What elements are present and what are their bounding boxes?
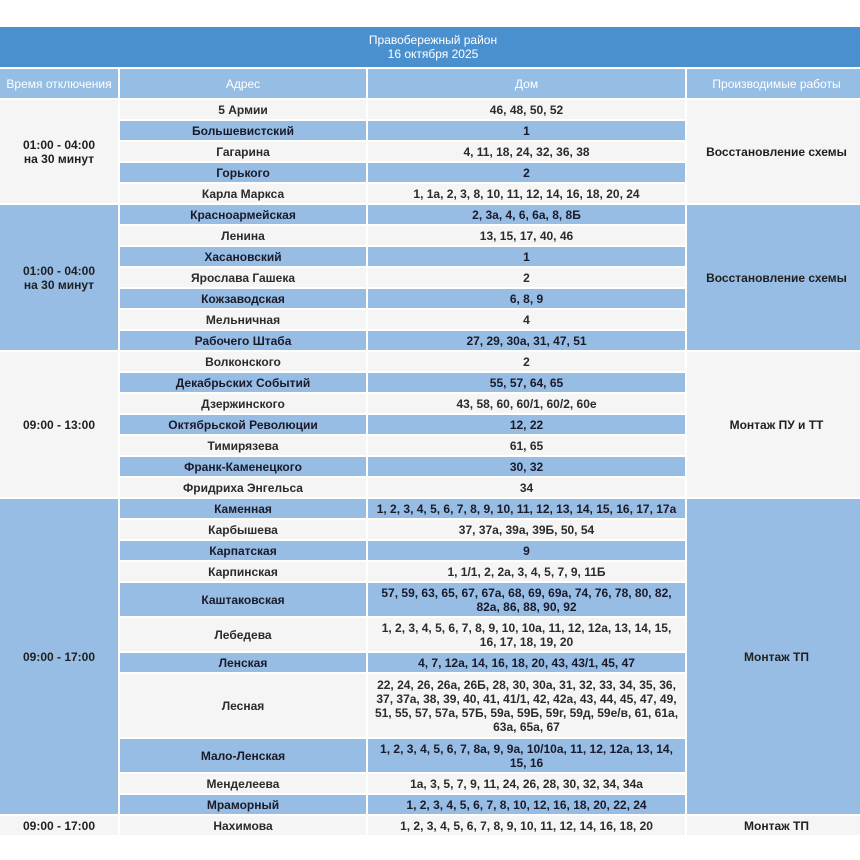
street-cell: Каштаковская (120, 583, 366, 618)
street-cell: Лесная (120, 674, 366, 739)
houses-cell: 1, 2, 3, 4, 5, 6, 7, 8, 10, 12, 16, 18, 20, 22, 24 (368, 795, 685, 816)
houses-cell: 57, 59, 63, 65, 67, 67а, 68, 69, 69а, 74, 76, 78, 80, 82, 82а, 86, 88, 90, 92 (368, 583, 685, 618)
table-row (0, 816, 860, 837)
houses-cell: 22, 24, 26, 26а, 26Б, 28, 30, 30а, 31, 32, 33, 34, 35, 36, 37, 37а, 38, 39, 40, 41, 41/1, 42, 42а, 43, 44, 45, 47, 49, 51, 55, 57, 57а, 57Б, 59а, 59Б, 59г, 59д, 59е/в, 61, 61а, 63а, 65а, 67 (368, 674, 685, 739)
outage-time: 01:00 - 04:00 (22, 137, 96, 152)
column-header-row (0, 69, 860, 100)
street-cell: Гагарина (120, 142, 366, 163)
houses-cell: 9 (368, 541, 685, 562)
outage-time: 09:00 - 17:00 (22, 649, 96, 664)
houses-cell: 1, 2, 3, 4, 5, 6, 7, 8, 9, 10, 11, 12, 14, 16, 18, 20 (368, 816, 685, 837)
column-header-address: Адрес (120, 69, 366, 100)
houses-cell: 34 (368, 478, 685, 499)
street-cell: Тимирязева (120, 436, 366, 457)
column-header-work: Производимые работы (687, 69, 860, 100)
houses-cell: 1, 2, 3, 4, 5, 6, 7, 8, 9, 10, 10а, 11, 12, 12а, 13, 14, 15, 16, 17, 18, 19, 20 (368, 618, 685, 653)
street-cell: Красноармейская (120, 205, 366, 226)
street-cell: Рабочего Штаба (120, 331, 366, 352)
work-type-cell: Монтаж ТП (687, 499, 860, 816)
houses-cell: 1а, 3, 5, 7, 9, 11, 24, 26, 28, 30, 32, 34, 34а (368, 774, 685, 795)
houses-cell: 1, 1/1, 2, 2а, 3, 4, 5, 7, 9, 11Б (368, 562, 685, 583)
street-cell: Горького (120, 163, 366, 184)
street-cell: Франк-Каменецкого (120, 457, 366, 478)
houses-cell: 30, 32 (368, 457, 685, 478)
street-cell: Мало-Ленская (120, 739, 366, 774)
street-cell: Фридриха Энгельса (120, 478, 366, 499)
houses-cell: 12, 22 (368, 415, 685, 436)
street-cell: Октябрьской Революции (120, 415, 366, 436)
outage-time-cell (0, 100, 118, 205)
houses-cell: 2 (368, 352, 685, 373)
outage-time-cell (0, 352, 118, 499)
street-cell: Ленина (120, 226, 366, 247)
schedule-body (0, 100, 860, 837)
houses-cell: 4, 7, 12а, 14, 16, 18, 20, 43, 43/1, 45, 47 (368, 653, 685, 674)
street-cell: Карпатская (120, 541, 366, 562)
work-type-cell: Восстановление схемы (687, 100, 860, 205)
street-cell: Дзержинского (120, 394, 366, 415)
houses-cell: 61, 65 (368, 436, 685, 457)
street-cell: Хасановский (120, 247, 366, 268)
street-cell: Менделеева (120, 774, 366, 795)
outage-duration-note: на 30 минут (23, 277, 95, 292)
street-cell: Декабрьских Событий (120, 373, 366, 394)
street-cell: Кожзаводская (120, 289, 366, 310)
street-cell: Большевистский (120, 121, 366, 142)
street-cell: Карпинская (120, 562, 366, 583)
column-header-time: Время отключения (0, 69, 118, 100)
outage-time-cell (0, 205, 118, 352)
houses-cell: 2, 3а, 4, 6, 6а, 8, 8Б (368, 205, 685, 226)
houses-cell: 27, 29, 30а, 31, 47, 51 (368, 331, 685, 352)
outage-time: 09:00 - 17:00 (22, 818, 96, 833)
houses-cell: 46, 48, 50, 52 (368, 100, 685, 121)
houses-cell: 2 (368, 163, 685, 184)
work-type-cell: Монтаж ТП (687, 816, 860, 837)
schedule-date: 16 октября 2025 (387, 47, 479, 61)
street-cell: Карбышева (120, 520, 366, 541)
houses-cell: 6, 8, 9 (368, 289, 685, 310)
outage-time-cell (0, 816, 118, 837)
table-row (0, 205, 860, 226)
outage-time-cell (0, 499, 118, 816)
houses-cell: 1 (368, 121, 685, 142)
street-cell: Нахимова (120, 816, 366, 837)
houses-cell: 1, 2, 3, 4, 5, 6, 7, 8а, 9, 9а, 10/10а, 11, 12, 12а, 13, 14, 15, 16 (368, 739, 685, 774)
table-title (0, 27, 860, 69)
outage-time: 09:00 - 13:00 (22, 417, 96, 432)
street-cell: 5 Армии (120, 100, 366, 121)
street-cell: Каменная (120, 499, 366, 520)
street-cell: Карла Маркса (120, 184, 366, 205)
houses-cell: 37, 37а, 39а, 39Б, 50, 54 (368, 520, 685, 541)
street-cell: Мельничная (120, 310, 366, 331)
table-row (0, 499, 860, 520)
houses-cell: 4, 11, 18, 24, 32, 36, 38 (368, 142, 685, 163)
houses-cell: 1 (368, 247, 685, 268)
work-type-cell: Восстановление схемы (687, 205, 860, 352)
street-cell: Мраморный (120, 795, 366, 816)
street-cell: Ленская (120, 653, 366, 674)
houses-cell: 55, 57, 64, 65 (368, 373, 685, 394)
outage-time: 01:00 - 04:00 (22, 263, 96, 278)
work-type-cell: Монтаж ПУ и ТТ (687, 352, 860, 499)
table-row (0, 100, 860, 121)
table-row (0, 352, 860, 373)
houses-cell: 1, 2, 3, 4, 5, 6, 7, 8, 9, 10, 11, 12, 13, 14, 15, 16, 17, 17а (368, 499, 685, 520)
outage-schedule-table (0, 27, 860, 837)
column-header-house: Дом (368, 69, 685, 100)
title-row (0, 27, 860, 69)
houses-cell: 43, 58, 60, 60/1, 60/2, 60е (368, 394, 685, 415)
district-name: Правобережный район (368, 33, 498, 47)
street-cell: Лебедева (120, 618, 366, 653)
street-cell: Волконского (120, 352, 366, 373)
houses-cell: 13, 15, 17, 40, 46 (368, 226, 685, 247)
houses-cell: 4 (368, 310, 685, 331)
outage-duration-note: на 30 минут (23, 151, 95, 166)
street-cell: Ярослава Гашека (120, 268, 366, 289)
houses-cell: 2 (368, 268, 685, 289)
houses-cell: 1, 1а, 2, 3, 8, 10, 11, 12, 14, 16, 18, 20, 24 (368, 184, 685, 205)
